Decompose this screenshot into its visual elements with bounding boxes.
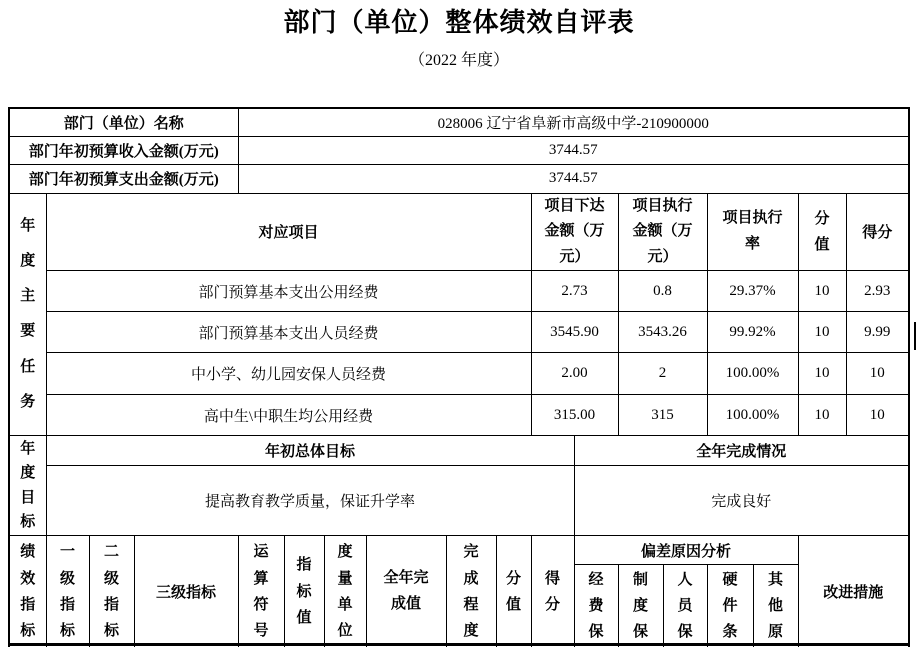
col-header-improvement-measures: 改进措施 <box>798 536 909 647</box>
col-header-level2-indicator: 二级指标 <box>89 536 134 647</box>
document-title: 部门（单位）整体绩效自评表 <box>283 8 635 37</box>
goals-content-row <box>9 466 909 536</box>
task-project: 高中生\中职生均公用经费 <box>46 395 531 436</box>
col-header-project: 对应项目 <box>46 193 531 271</box>
table-bottom-cutoff-line <box>8 643 908 646</box>
task-row <box>9 395 909 436</box>
col-header-initial-goal: 年初总体目标 <box>46 436 574 466</box>
task-executed: 2 <box>618 353 707 395</box>
task-issued: 2.00 <box>531 353 618 395</box>
col-header-annual-completion: 全年完成情况 <box>574 436 909 466</box>
task-rate: 29.37% <box>707 271 798 312</box>
col-header-unit: 度量单位 <box>324 536 366 647</box>
info-value-department-name: 028006 辽宁省阜新市高级中学-210900000 <box>238 108 909 136</box>
col-header-completion-degree: 完成程度 <box>446 536 496 647</box>
task-score-max: 10 <box>798 271 846 312</box>
col-header-level1-indicator: 一级指标 <box>46 536 89 647</box>
task-rate: 99.92% <box>707 312 798 353</box>
task-score: 2.93 <box>846 271 909 312</box>
col-header-deviation-personnel: 人员保 <box>663 565 707 647</box>
col-header-execution-rate: 项目执行率 <box>707 193 798 271</box>
task-rate: 100.00% <box>707 395 798 436</box>
goal-text: 提高教育教学质量，保证升学率 <box>46 466 574 536</box>
info-row <box>9 108 909 136</box>
task-project: 中小学、幼儿园安保人员经费 <box>46 353 531 395</box>
col-header-score-max: 分值 <box>798 193 846 271</box>
task-score-max: 10 <box>798 312 846 353</box>
col-header-deviation-analysis: 偏差原因分析 <box>574 536 798 565</box>
task-score-max: 10 <box>798 353 846 395</box>
task-executed: 3543.26 <box>618 312 707 353</box>
info-value-budget-expense: 3744.57 <box>238 164 909 193</box>
task-row <box>9 353 909 395</box>
annual-goals-label: 年度目标 <box>20 440 36 530</box>
task-row <box>9 271 909 312</box>
info-row <box>9 164 909 193</box>
col-header-indicator-score-max: 分值 <box>496 536 531 647</box>
annual-main-tasks-label: 年度主要任务 <box>20 217 36 410</box>
col-header-issued-amount: 项目下达金额（万元） <box>531 193 618 271</box>
info-label-budget-expense: 部门年初预算支出金额(万元) <box>9 164 238 193</box>
task-project: 部门预算基本支出人员经费 <box>46 312 531 353</box>
col-header-annual-value: 全年完成值 <box>366 536 446 647</box>
task-score: 9.99 <box>846 312 909 353</box>
performance-indicators-label: 绩效指标 <box>20 544 36 639</box>
task-rate: 100.00% <box>707 353 798 395</box>
col-header-indicator-value: 指标值 <box>284 536 324 647</box>
col-header-executed-amount: 项目执行金额（万元） <box>618 193 707 271</box>
task-score: 10 <box>846 353 909 395</box>
col-header-deviation-other: 其他原 <box>753 565 798 647</box>
cursor-artifact-mark <box>914 322 916 350</box>
col-header-deviation-funding: 经费保 <box>574 565 618 647</box>
task-executed: 0.8 <box>618 271 707 312</box>
info-row <box>9 136 909 164</box>
info-label-department-name: 部门（单位）名称 <box>9 108 238 136</box>
col-header-score: 得分 <box>846 193 909 271</box>
goals-header-row <box>9 436 909 466</box>
indicators-header-row <box>9 536 909 565</box>
document-subtitle: （2022 年度） <box>408 52 509 69</box>
col-header-operator: 运算符号 <box>238 536 284 647</box>
task-row <box>9 312 909 353</box>
section-header-annual-main-tasks <box>9 193 46 436</box>
task-score-max: 10 <box>798 395 846 436</box>
task-issued: 2.73 <box>531 271 618 312</box>
task-issued: 3545.90 <box>531 312 618 353</box>
col-header-level3-indicator: 三级指标 <box>134 536 238 647</box>
task-score: 10 <box>846 395 909 436</box>
section-header-annual-goals <box>9 436 46 536</box>
col-header-indicator-score: 得分 <box>531 536 574 647</box>
section-header-performance-indicators <box>9 536 46 647</box>
task-project: 部门预算基本支出公用经费 <box>46 271 531 312</box>
info-label-budget-income: 部门年初预算收入金额(万元) <box>9 136 238 164</box>
task-executed: 315 <box>618 395 707 436</box>
performance-self-evaluation-table <box>8 107 910 647</box>
info-value-budget-income: 3744.57 <box>238 136 909 164</box>
tasks-header-row <box>9 193 909 271</box>
col-header-deviation-hardware: 硬件条 <box>707 565 753 647</box>
completion-text: 完成良好 <box>574 466 909 536</box>
task-issued: 315.00 <box>531 395 618 436</box>
col-header-deviation-system: 制度保 <box>618 565 663 647</box>
